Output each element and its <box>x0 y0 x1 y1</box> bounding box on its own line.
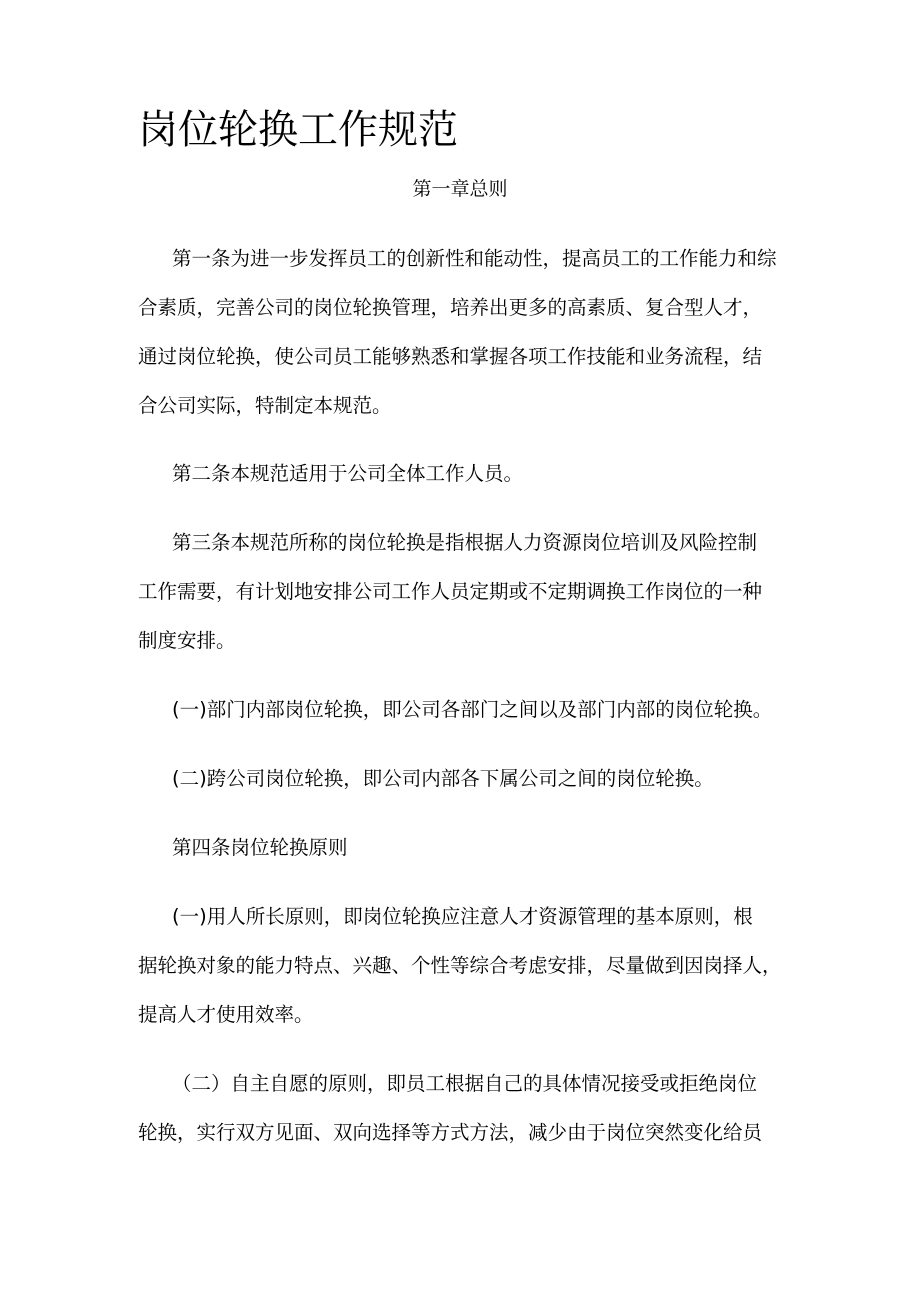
paragraph-line: (一)部门内部岗位轮换，即公司各部门之间以及部门内部的岗位轮换。 <box>172 698 773 721</box>
paragraph-line: 通过岗位轮换，使公司员工能够熟悉和掌握各项工作技能和业务流程，结 <box>138 345 763 368</box>
paragraph-line: 轮换，实行双方见面、双向选择等方式方法，减少由于岗位突然变化给员 <box>138 1121 763 1144</box>
paragraph-line: 工作需要，有计划地安排公司工作人员定期或不定期调换工作岗位的一种 <box>138 580 763 603</box>
chapter-heading: 第一章总则 <box>412 178 508 200</box>
paragraph-line: 第三条本规范所称的岗位轮换是指根据人力资源岗位培训及风险控制 <box>172 531 758 554</box>
paragraph-line: (一)用人所长原则，即岗位轮换应注意人才资源管理的基本原则，根 <box>172 905 753 928</box>
paragraph-line: 第一条为进一步发挥员工的创新性和能动性，提高员工的工作能力和综 <box>172 247 777 270</box>
paragraph-line: 提高人才使用效率。 <box>138 1003 314 1026</box>
paragraph-line: 合公司实际，特制定本规范。 <box>138 394 392 417</box>
paragraph-line: （二）自主自愿的原则，即员工根据自己的具体情况接受或拒绝岗位 <box>172 1072 758 1095</box>
paragraph-line: 制度安排。 <box>138 629 236 652</box>
section-heading-line: 第四条岗位轮换原则 <box>172 836 348 859</box>
paragraph-line: 第二条本规范适用于公司全体工作人员。 <box>172 462 524 485</box>
paragraph-line: (二)跨公司岗位轮换，即公司内部各下属公司之间的岗位轮换。 <box>172 767 714 790</box>
paragraph-line: 据轮换对象的能力特点、兴趣、个性等综合考虑安排，尽量做到因岗择人， <box>138 954 782 977</box>
paragraph-line: 合素质，完善公司的岗位轮换管理，培养出更多的高素质、复合型人才， <box>138 296 763 319</box>
document-title: 岗位轮换工作规范 <box>138 107 458 153</box>
